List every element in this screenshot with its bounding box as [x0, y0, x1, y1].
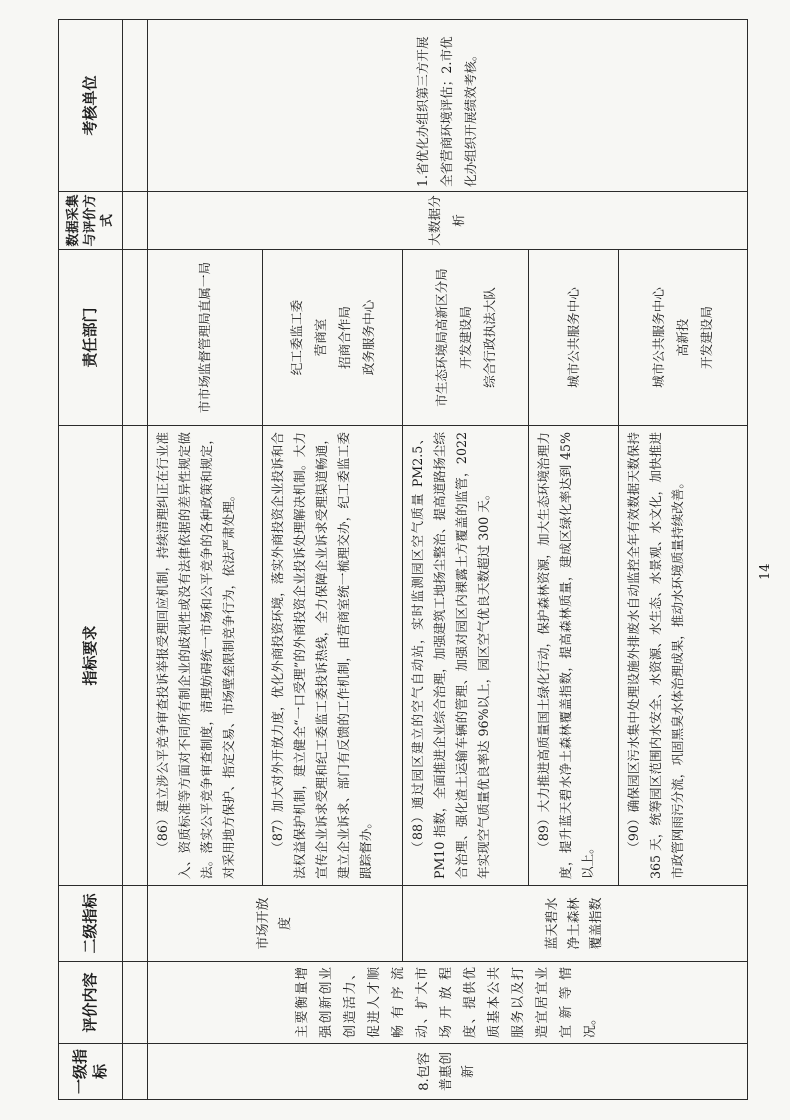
department-88-line3: 综合行政执法大队 — [481, 287, 497, 388]
blank-row — [122, 20, 147, 1100]
department-88 — [402, 250, 529, 426]
department-87 — [263, 250, 403, 426]
header-content: 评价内容 — [59, 962, 123, 1044]
level2-indicator-environment: 蓝天碧水净土森林覆盖指数 — [402, 886, 747, 962]
department-89: 城市公共服务中心 — [529, 250, 619, 426]
department-90-line3: 开发建设局 — [699, 306, 715, 369]
header-row — [59, 20, 123, 1100]
level2-indicator-market: 市场开放度 — [147, 886, 402, 962]
requirement-87: （87）加大对外开放力度，优化外商投资环境，落实外商投资企业投诉和合法权益保护机制，建立健全“一口受理”的外商投资企业投诉处理解决机制。大力宣传企业诉求受理和纪工委监工委投诉热线，全力保障企业诉求受理渠道畅通，建立企业诉求、部门有反馈的工作机制，由营商室统一梳理交办，纪工委监工委跟踪督办。 — [263, 426, 403, 886]
level1-indicator: 8.包容普惠创新 — [147, 1044, 747, 1100]
evaluation-content: 主要衡量增强创新创业创造活力、促进人才顺畅有序流动、扩大市场开放程度、提供优质基本公共服务以及打造宜居宜业宜新等情况。 — [147, 962, 747, 1044]
department-88-line1: 市生态环境局高新区分局 — [433, 268, 449, 407]
department-86: 市市场监督管理局直属一局 — [147, 250, 263, 426]
department-90-line2: 高新投 — [675, 318, 691, 357]
department-90 — [619, 250, 748, 426]
header-data-method: 数据采集与评价方式 — [59, 192, 123, 250]
page-number: 14 — [758, 563, 773, 580]
department-90-line1: 城市公共服务中心 — [651, 287, 667, 388]
department-87-line3: 招商合作局 — [336, 306, 352, 369]
evaluation-table — [58, 19, 748, 1100]
header-requirement: 指标要求 — [59, 426, 123, 886]
department-87-line2: 营商室 — [312, 318, 328, 357]
department-88-line2: 开发建设局 — [457, 306, 473, 369]
assessment-unit: 1.省优化办组织第三方开展全省营商环境评估；2.市优化办组织开展绩效考核。 — [147, 20, 747, 192]
department-87-line1: 纪工委监工委 — [288, 299, 304, 376]
header-level1: 一级指标 — [59, 1044, 123, 1100]
requirement-89: （89）大力推进高质量国土绿化行动，保护森林资源，加大生态环境治理力度，提升蓝天碧水净土森林覆盖指数，提高森林质量，建成区绿化率达到 45%以上。 — [529, 426, 619, 886]
requirement-88: （88）通过园区建立的空气自动站，实时监测园区空气质量 PM2.5、PM10 指数，全面推进企业综合治理，加强建筑工地扬尘整治、提高道路扬尘综合治理、强化渣土运输车辆的管理、加强对园区内裸露土方覆盖的监管，2022 年实现空气质量优良率达 96%以上，园区空气优良天数超过 300 天。 — [402, 426, 529, 886]
header-unit: 考核单位 — [59, 20, 123, 192]
data-method: 大数据分析 — [147, 192, 747, 250]
header-department: 责任部门 — [59, 250, 123, 426]
header-level2: 二级指标 — [59, 886, 123, 962]
requirement-86: （86）建立涉公平竞争审查投诉举报受理回应机制，持续清理纠正在行业准入、资质标准等方面对不同所有制企业的歧视性或没有法律依据的差异性规定做法。落实公平竞争审查制度，清理妨碍统一市场和公平竞争的各种政策和规定，对采用地方保护、指定交易、市场壁垒限制竞争行为，依法严肃处理。 — [147, 426, 263, 886]
department-87-line4: 政务服务中心 — [360, 299, 376, 376]
table-row — [147, 20, 263, 1100]
requirement-90: （90）确保园区污水集中处理设施外排废水自动监控全年有效数据天数保持 365 天，统筹园区范围内水安全、水资源、水生态、水景观、水文化，加快推进市政管网雨污分流，巩固黑臭水体治理成果，推动水环境质量持续改善。 — [619, 426, 748, 886]
